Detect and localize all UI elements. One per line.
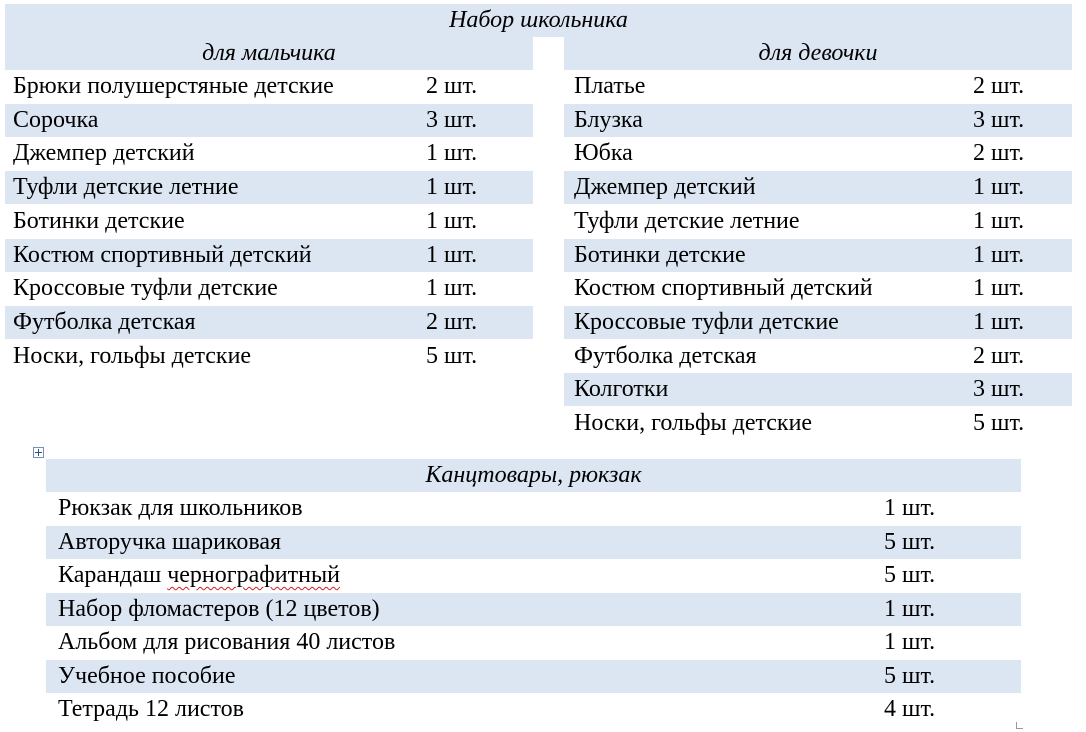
boy-item-row (5, 272, 533, 305)
item-quantity: 1 шт. (426, 207, 478, 234)
table2-title: Канцтовары, рюкзак (46, 459, 1021, 492)
girl-item-row (564, 272, 1072, 305)
girl-item-row (564, 373, 1072, 406)
item-name: Учебное пособие (58, 662, 236, 689)
item-name: Юбка (574, 140, 633, 167)
item-quantity: 1 шт. (973, 275, 1025, 302)
girl-item-row (564, 407, 1072, 440)
item-name: Ботинки детские (574, 241, 746, 268)
boy-item-row (5, 239, 533, 272)
item-name: Джемпер детский (574, 174, 756, 201)
table-end-mark-icon (1016, 722, 1023, 729)
boy-item-row (5, 137, 533, 170)
boy-item-row (5, 171, 533, 204)
item-quantity: 5 шт. (884, 662, 936, 689)
item-quantity: 2 шт. (973, 73, 1025, 99)
supply-item-row (46, 693, 1021, 726)
item-name: Носки, гольфы детские (13, 342, 252, 369)
item-quantity: 5 шт. (426, 342, 478, 369)
boy-item-row (5, 70, 533, 103)
item-name: Брюки полушерстяные детские (13, 73, 334, 99)
item-quantity: 3 шт. (426, 106, 478, 133)
item-name: Джемпер детский (13, 140, 195, 167)
supply-item-row (46, 559, 1021, 592)
item-name: Кроссовые туфли детские (574, 308, 839, 335)
table-move-handle-icon[interactable] (33, 447, 44, 458)
item-name: Костюм спортивный детский (574, 275, 873, 302)
item-name: Блузка (574, 106, 643, 133)
item-quantity: 1 шт. (973, 308, 1025, 335)
item-quantity: 1 шт. (426, 275, 478, 302)
table1-title: Набор школьника (5, 4, 1072, 37)
boy-item-row (5, 306, 533, 339)
item-name: Ботинки детские (13, 207, 185, 234)
supply-item-row (46, 626, 1021, 659)
item-quantity: 5 шт. (884, 528, 936, 555)
girl-item-row (564, 104, 1072, 137)
item-quantity: 4 шт. (884, 696, 936, 722)
girl-item-row (564, 205, 1072, 238)
item-quantity: 1 шт. (884, 595, 936, 622)
item-quantity: 1 шт. (973, 241, 1025, 268)
item-quantity: 3 шт. (973, 376, 1025, 403)
item-name: Тетрадь 12 листов (58, 696, 244, 722)
item-quantity: 2 шт. (973, 342, 1025, 369)
supply-item-row (46, 492, 1021, 525)
item-quantity: 5 шт. (973, 410, 1025, 436)
item-name: Носки, гольфы детские (574, 410, 813, 436)
item-name: Туфли детские летние (13, 174, 239, 201)
girl-item-row (564, 340, 1072, 373)
item-quantity: 1 шт. (884, 495, 936, 521)
item-name: Платье (574, 73, 646, 99)
item-quantity: 2 шт. (973, 140, 1025, 167)
boy-column-header: для мальчика (5, 37, 533, 70)
item-name: Костюм спортивный детский (13, 241, 312, 268)
item-name: Сорочка (13, 106, 99, 133)
girl-column-header: для девочки (564, 37, 1072, 70)
item-quantity: 1 шт. (426, 241, 478, 268)
girl-item-row (564, 70, 1072, 103)
item-quantity: 1 шт. (973, 174, 1025, 201)
item-quantity: 2 шт. (426, 73, 478, 99)
item-name: Футболка детская (574, 342, 757, 369)
girl-item-row (564, 171, 1072, 204)
item-quantity: 1 шт. (973, 207, 1025, 234)
item-name: Авторучка шариковая (58, 528, 282, 555)
item-name: Набор фломастеров (12 цветов) (58, 595, 380, 622)
item-name: Кроссовые туфли детские (13, 275, 278, 302)
boy-item-row (5, 205, 533, 238)
item-name: Карандаш чернографитный (58, 562, 340, 588)
item-name: Альбом для рисования 40 листов (58, 629, 396, 655)
girl-item-row (564, 137, 1072, 170)
item-name: Туфли детские летние (574, 207, 800, 234)
item-name: Колготки (574, 376, 669, 403)
supply-item-row (46, 660, 1021, 693)
item-quantity: 3 шт. (973, 106, 1025, 133)
item-quantity: 1 шт. (426, 174, 478, 201)
item-name: Футболка детская (13, 308, 196, 335)
item-quantity: 5 шт. (884, 562, 936, 588)
item-quantity: 2 шт. (426, 308, 478, 335)
boy-item-row (5, 104, 533, 137)
item-quantity: 1 шт. (426, 140, 478, 167)
supply-item-row (46, 526, 1021, 559)
item-quantity: 1 шт. (884, 629, 936, 655)
girl-item-row (564, 239, 1072, 272)
boy-item-row (5, 340, 533, 373)
girl-item-row (564, 306, 1072, 339)
item-name: Рюкзак для школьников (58, 495, 303, 521)
supply-item-row (46, 593, 1021, 626)
